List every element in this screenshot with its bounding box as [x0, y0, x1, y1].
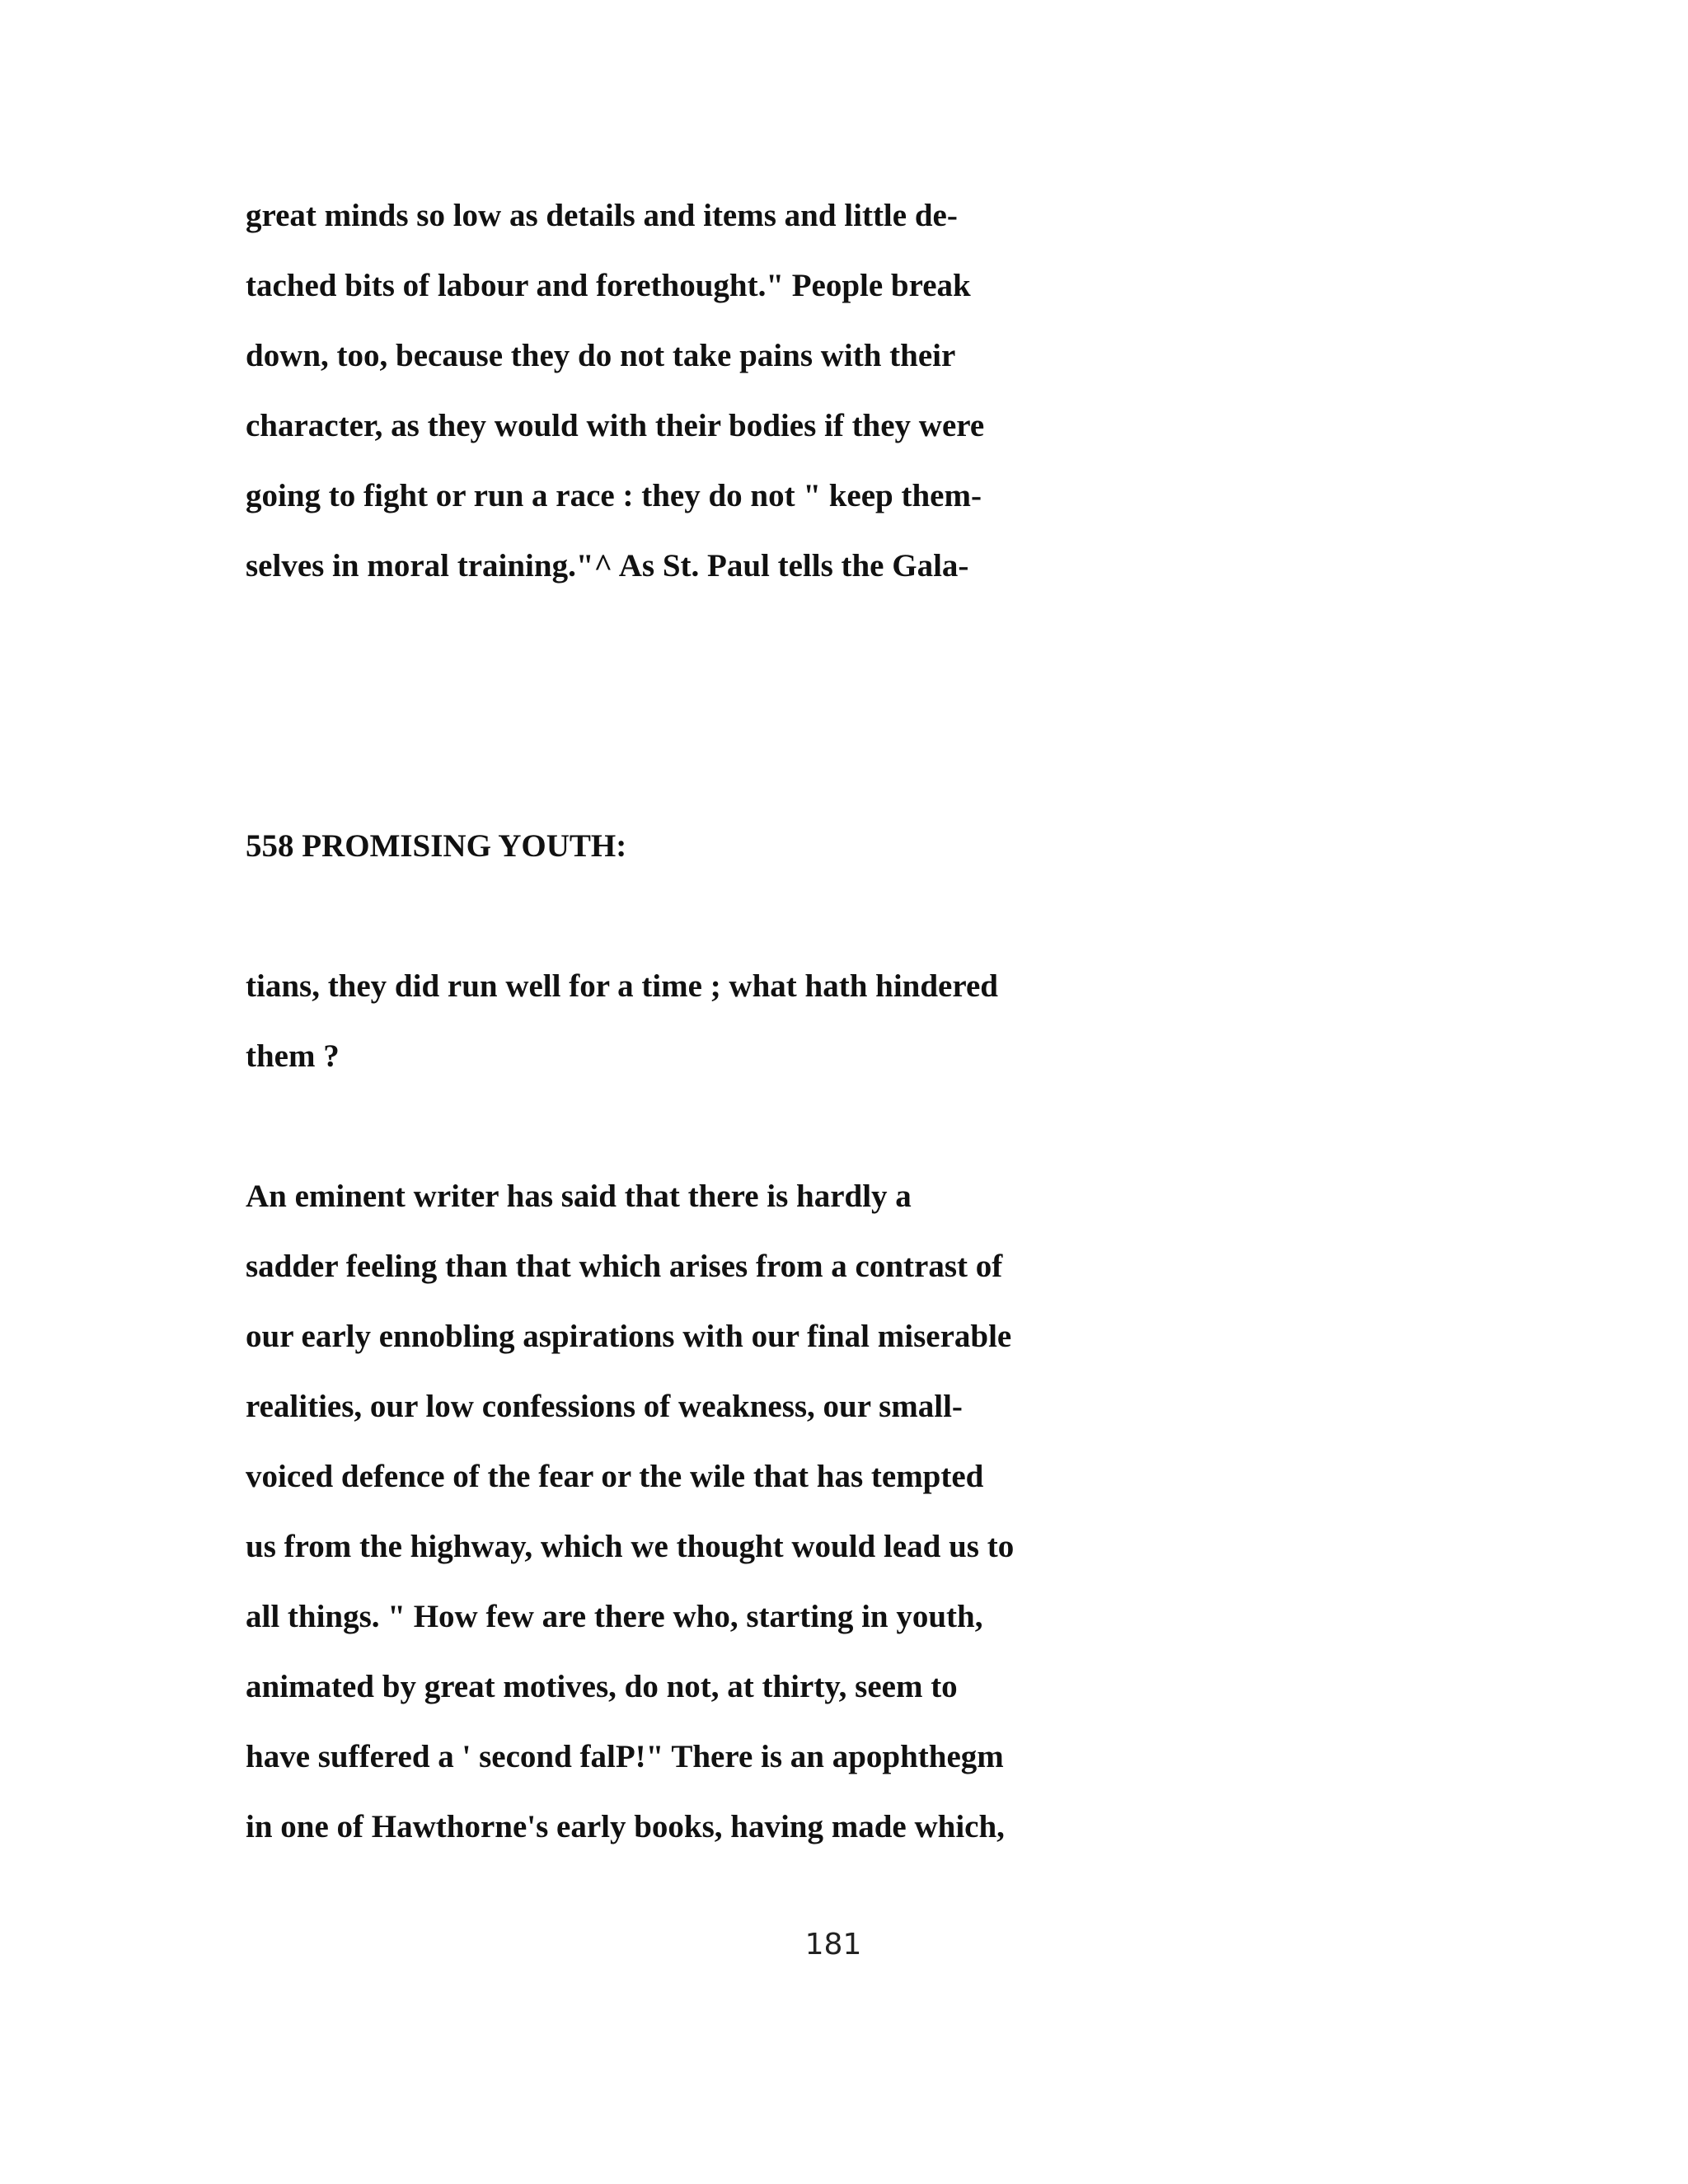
running-head: 558 PROMISING YOUTH:: [246, 828, 627, 864]
page-number: 181: [804, 1928, 862, 1961]
text-line: An eminent writer has said that there is hardly a: [246, 1179, 912, 1214]
text-line: character, as they would with their bodies if they were: [246, 408, 985, 443]
text-line: our early ennobling aspirations with our final miserable: [246, 1319, 1012, 1354]
text-line: them ?: [246, 1038, 340, 1074]
text-line: going to fight or run a race : they do not " keep them-: [246, 478, 982, 513]
text-line: selves in moral training."^ As St. Paul tells the Gala-: [246, 548, 969, 583]
text-line: us from the highway, which we thought would lead us to: [246, 1529, 1015, 1564]
text-line: realities, our low confessions of weakness, our small-: [246, 1389, 963, 1424]
text-line: down, too, because they do not take pains with their: [246, 338, 956, 373]
text-line: tians, they did run well for a time ; what hath hindered: [246, 968, 998, 1004]
text-line: tached bits of labour and forethought." People break: [246, 268, 971, 303]
text-line: animated by great motives, do not, at thirty, seem to: [246, 1669, 958, 1704]
text-line: in one of Hawthorne's early books, having made which,: [246, 1809, 1005, 1844]
text-line: voiced defence of the fear or the wile that has tempted: [246, 1459, 984, 1494]
text-line: all things. " How few are there who, starting in youth,: [246, 1599, 983, 1634]
text-line: great minds so low as details and items and little de-: [246, 198, 958, 233]
text-line: have suffered a ' second falP!" There is an apophthegm: [246, 1739, 1004, 1774]
text-line: sadder feeling than that which arises from a contrast of: [246, 1249, 1003, 1284]
